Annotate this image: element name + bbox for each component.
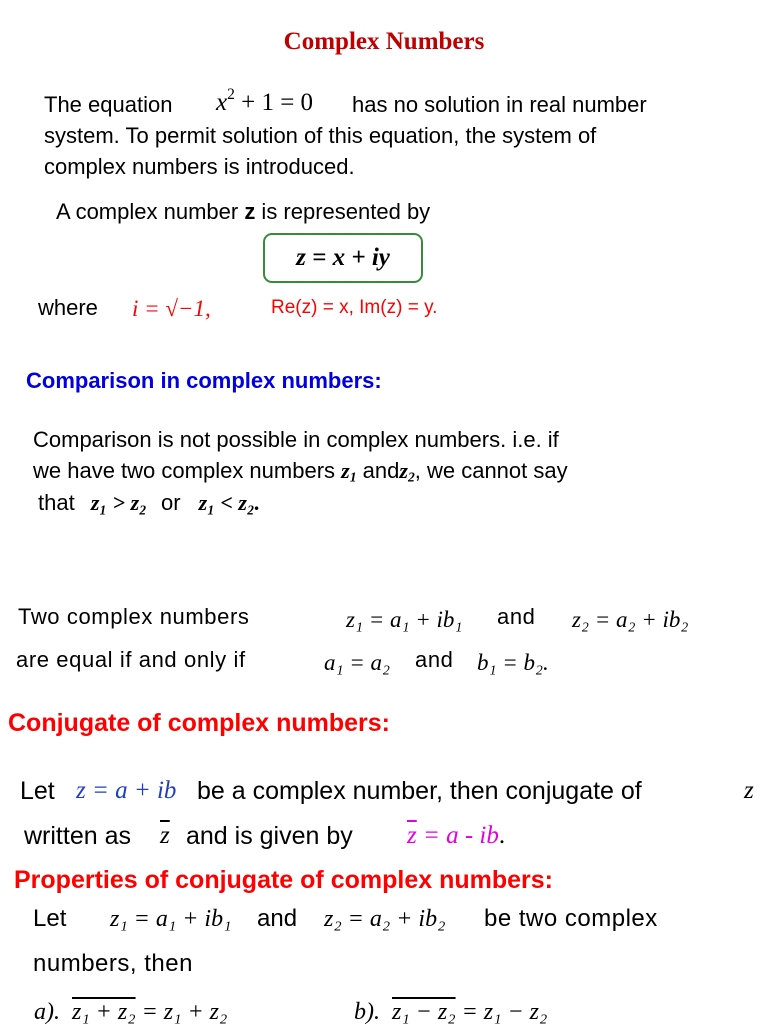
comparison-line-3 — [38, 490, 260, 516]
comparison-line-2-pre: we have two complex numbers — [33, 458, 336, 483]
conjugate-given-by: and is given by — [186, 822, 353, 850]
where-label: where — [38, 295, 98, 320]
comparison-z1: $z_1$ — [341, 458, 357, 485]
formula-box — [263, 233, 423, 283]
comparison-that: that — [38, 490, 75, 515]
equation-exponent: 2 — [227, 86, 235, 103]
equality-z2-def: z₂ = a₂ + ib₂ — [572, 607, 689, 632]
intro-line-2: system. To permit solution of this equation, the system of — [44, 123, 597, 148]
intro-pre: The equation — [44, 92, 173, 117]
properties-z1-def: z₁ = a₁ + ib₁ — [110, 906, 232, 932]
representation-var: z — [244, 199, 256, 224]
equation-base: x — [216, 88, 228, 116]
comparison-line-2 — [33, 458, 568, 485]
comparison-inequality-1: z₁ > z₂ — [90, 490, 147, 515]
conjugate-mid: be a complex number, then conjugate of — [197, 777, 642, 805]
comparison-or: or — [160, 490, 181, 515]
properties-heading: Properties of conjugate of complex numbers: — [14, 866, 553, 894]
representation-post: is represented by — [255, 199, 431, 224]
properties-line-2: numbers, then — [33, 950, 193, 977]
conjugate-zbar-def-rest: = a - ib — [416, 822, 499, 849]
equality-and-2: and — [415, 647, 454, 672]
comparison-line-1: Comparison is not possible in complex numbers. i.e. if — [33, 427, 559, 452]
properties-and: and — [257, 905, 298, 932]
property-b-bar: z₁ − z₂ — [392, 999, 456, 1025]
equality-pre: Two complex numbers — [18, 604, 250, 629]
comparison-heading: Comparison in complex numbers: — [26, 368, 382, 393]
intro-equation — [216, 86, 313, 117]
property-b-label: b). — [354, 999, 380, 1025]
property-a-label: a). — [34, 999, 60, 1025]
property-a-bar: z₁ + z₂ — [72, 999, 136, 1025]
properties-let: Let — [33, 905, 67, 932]
equation-rest: + 1 = 0 — [234, 88, 314, 116]
comparison-inequality-2: z₁ < z₂. — [198, 490, 261, 515]
comparison-and: and — [362, 458, 400, 483]
conjugate-z-var: z — [744, 777, 754, 804]
conjugate-z-def: z = a + ib — [76, 777, 177, 804]
comparison-z2: $z_2$ — [399, 458, 415, 485]
representation-pre: A complex number — [56, 199, 245, 224]
intro-line-1-post: has no solution in real number — [352, 92, 647, 117]
conjugate-heading: Conjugate of complex numbers: — [8, 709, 390, 737]
properties-z2-def: z₂ = a₂ + ib₂ — [324, 906, 446, 932]
conjugate-zbar: $\overline{z}$ — [160, 822, 170, 849]
equality-cond-1: a₁ = a₂ — [324, 650, 391, 675]
conjugate-let: Let — [20, 777, 55, 805]
property-b-rest: = z₁ − z₂ — [455, 999, 548, 1025]
property-item-a — [34, 999, 227, 1026]
equality-z1-def: z₁ = a₁ + ib₁ — [346, 607, 463, 632]
i-definition: i = √−1, — [132, 296, 211, 321]
property-item-b — [354, 999, 547, 1026]
conjugate-written-as: written as — [24, 822, 131, 850]
page-title: Complex Numbers — [283, 28, 485, 55]
comparison-line-2-post: , we cannot say — [414, 458, 568, 483]
representation-line — [56, 199, 430, 225]
properties-post: be two complex — [484, 905, 658, 932]
intro-line-1 — [44, 92, 172, 118]
equality-and: and — [497, 604, 536, 629]
equality-cond-2: b₁ = b₂. — [477, 650, 549, 675]
re-im-definition: Re(z) = x, Im(z) = y. — [271, 297, 438, 318]
equality-line-2: are equal if and only if — [16, 647, 246, 672]
intro-line-3: complex numbers is introduced. — [44, 154, 355, 179]
conjugate-zbar-def-bar: $\overline{z}$ — [407, 822, 417, 849]
formula-text: z = x + iy — [296, 244, 390, 271]
conjugate-zbar-def — [407, 822, 505, 850]
conjugate-period: . — [498, 822, 506, 849]
property-a-rest: = z₁ + z₂ — [135, 999, 228, 1025]
equality-line-1 — [18, 604, 250, 630]
